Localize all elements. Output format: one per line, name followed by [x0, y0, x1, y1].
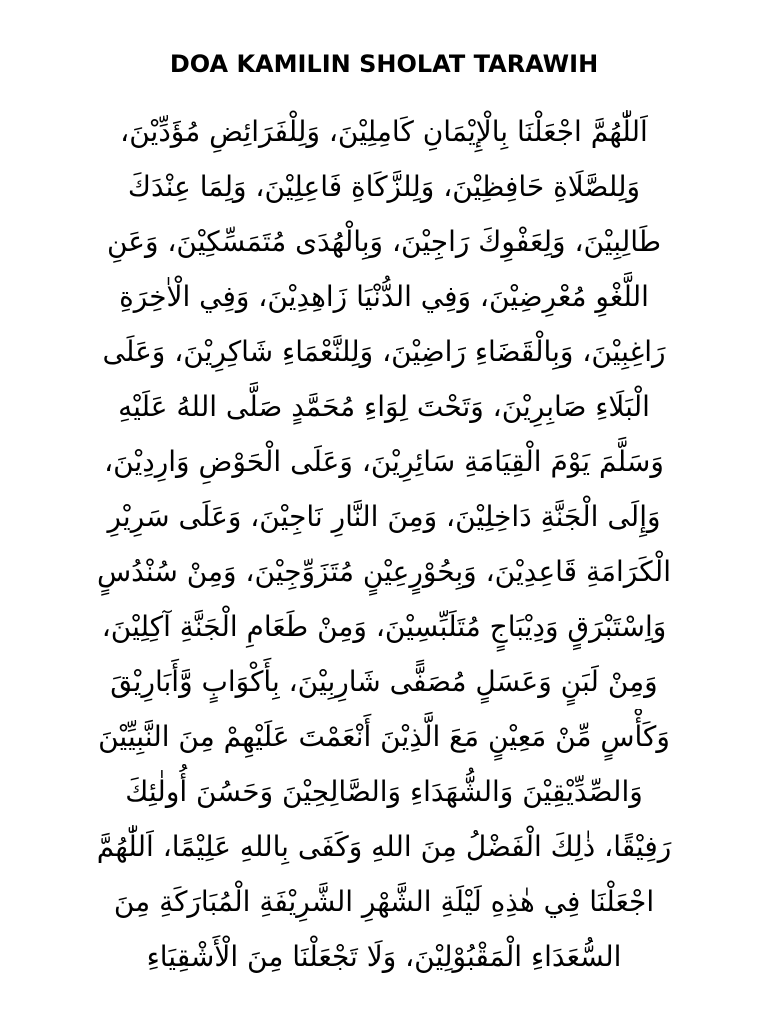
page-title: DOA KAMILIN SHOLAT TARAWIH	[169, 50, 599, 78]
prayer-line-3: طَالِبِيْنَ، وَلِعَفْوِكَ رَاجِيْنَ، وَبِالْهُدَى مُتَمَسِّكِيْنَ، وَعَنِ	[106, 225, 662, 258]
prayer-line-13: وَالصِّدِّيْقِيْنَ وَالشُّهَدَاءِ وَالصَّالِحِيْنَ وَحَسُنَ أُولٰئِكَ	[125, 775, 643, 808]
prayer-line-2: وَلِلصَّلَاةِ حَافِظِيْنَ، وَلِلزَّكَاةِ فَاعِلِيْنَ، وَلِمَا عِنْدَكَ	[127, 170, 641, 203]
prayer-line-5: رَاغِبِيْنَ، وَبِالْقَضَاءِ رَاضِيْنَ، وَلِلنَّعْمَاءِ شَاكِرِيْنَ، وَعَلَى	[102, 335, 666, 368]
prayer-line-7: وَسَلَّمَ يَوْمَ الْقِيَامَةِ سَائِرِيْنَ، وَعَلَى الْحَوْضِ وَارِدِيْنَ،	[104, 445, 664, 478]
prayer-text	[0, 104, 768, 984]
prayer-line-1: اَللّٰهُمَّ اجْعَلْنَا بِالْإِيْمَانِ كَامِلِيْنَ، وَلِلْفَرَائِضِ مُؤَدِّيْنَ،	[120, 115, 648, 148]
prayer-line-14: رَفِيْقًا، ذٰلِكَ الْفَضْلُ مِنَ اللهِ وَكَفَى بِاللهِ عَلِيْمًا، اَللّٰهُمَّ	[96, 830, 672, 863]
prayer-line-12: وَكَأْسٍ مِّنْ مَعِيْنٍ مَعَ الَّذِيْنَ أَنْعَمْتَ عَلَيْهِمْ مِنَ النَّبِيِّيْنَ	[98, 720, 670, 753]
prayer-line-10: وَاِسْتَبْرَقٍ وَدِيْبَاجٍ مُتَلَبِّسِيْنَ، وَمِنْ طَعَامِ الْجَنَّةِ آكِلِيْنَ،	[101, 610, 667, 643]
prayer-line-4: اللَّغْوِ مُعْرِضِيْنَ، وَفِي الدُّنْيَا زَاهِدِيْنَ، وَفِي الْاٰخِرَةِ	[119, 280, 649, 313]
prayer-line-8: وَإِلَى الْجَنَّةِ دَاخِلِيْنَ، وَمِنَ النَّارِ نَاجِيْنَ، وَعَلَى سَرِيْرِ	[107, 500, 661, 533]
prayer-line-11: وَمِنْ لَبَنٍ وَعَسَلٍ مُصَفًّى شَارِبِيْنَ، بِأَكْوَابٍ وَّأَبَارِيْقَ	[110, 665, 658, 698]
prayer-line-16: السُّعَدَاءِ الْمَقْبُوْلِيْنَ، وَلَا تَجْعَلْنَا مِنَ الْأَشْقِيَاءِ	[146, 940, 622, 973]
prayer-line-6: الْبَلَاءِ صَابِرِيْنَ، وَتَحْتَ لِوَاءِ مُحَمَّدٍ صَلَّى اللهُ عَلَيْهِ	[118, 390, 650, 423]
prayer-line-15: اجْعَلْنَا فِي هٰذِهِ لَيْلَةِ الشَّهْرِ الشَّرِيْفَةِ الْمُبَارَكَةِ مِنَ	[113, 885, 655, 918]
prayer-line-9: الْكَرَامَةِ قَاعِدِيْنَ، وَبِحُوْرٍعِيْنٍ مُتَزَوِّجِيْنَ، وَمِنْ سُنْدُسٍ	[97, 555, 671, 588]
